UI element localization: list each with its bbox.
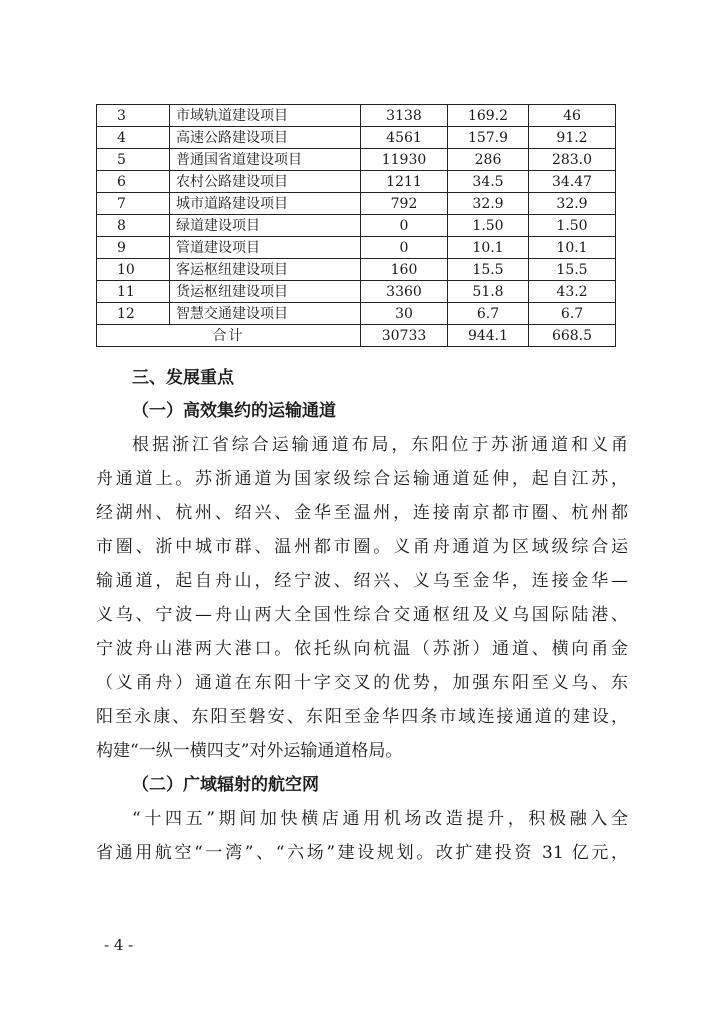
project-investment-table: [96, 104, 616, 347]
table-row: [97, 281, 616, 303]
table-total-row: [97, 325, 616, 347]
project-name-cell: 货运枢纽建设项目: [170, 281, 361, 303]
total-v3-cell: 668.5: [529, 325, 616, 347]
paragraph-line: 市圈、浙中城市群、温州都市圈。义甬舟通道为区域级综合运: [96, 537, 628, 557]
value-3-cell: 10.1: [529, 237, 616, 259]
table-row: [97, 259, 616, 281]
row-number-cell: 6: [97, 171, 170, 193]
row-number-cell: 9: [97, 237, 170, 259]
value-3-cell: 32.9: [529, 193, 616, 215]
value-2-cell: 32.9: [448, 193, 529, 215]
row-number-cell: 3: [97, 105, 170, 127]
row-number-cell: 10: [97, 259, 170, 281]
value-3-cell: 1.50: [529, 215, 616, 237]
value-3-cell: 46: [529, 105, 616, 127]
value-2-cell: 15.5: [448, 259, 529, 281]
table-row: [97, 193, 616, 215]
project-name-cell: 市域轨道建设项目: [170, 105, 361, 127]
value-3-cell: 6.7: [529, 303, 616, 325]
project-name-cell: 智慧交通建设项目: [170, 303, 361, 325]
value-1-cell: 792: [361, 193, 448, 215]
table-row: [97, 303, 616, 325]
value-2-cell: 286: [448, 149, 529, 171]
total-label-cell: 合计: [97, 325, 361, 347]
row-number-cell: 4: [97, 127, 170, 149]
row-number-cell: 5: [97, 149, 170, 171]
value-1-cell: 0: [361, 215, 448, 237]
paragraph-line: 省通用航空“一湾”、“六场”建设规划。改扩建投资 31 亿元，: [96, 843, 628, 863]
main-content: [96, 362, 628, 870]
row-number-cell: 11: [97, 281, 170, 303]
value-2-cell: 6.7: [448, 303, 529, 325]
table-row: [97, 171, 616, 193]
value-3-cell: 43.2: [529, 281, 616, 303]
project-name-cell: 高速公路建设项目: [170, 127, 361, 149]
value-2-cell: 34.5: [448, 171, 529, 193]
paragraph-transport-corridors: [96, 428, 628, 768]
project-name-cell: 普通国省道建设项目: [170, 149, 361, 171]
paragraph-line: 宁波舟山港两大港口。依托纵向杭温（苏浙）通道、横向甬金: [96, 639, 628, 659]
paragraph-line: 输通道，起自舟山，经宁波、绍兴、义乌至金华，连接金华—: [96, 571, 628, 591]
table-row: [97, 237, 616, 259]
paragraph-line: 舟通道上。苏浙通道为国家级综合运输通道延伸，起自江苏，: [96, 469, 628, 489]
section-heading: 三、发展重点: [132, 368, 234, 388]
project-name-cell: 农村公路建设项目: [170, 171, 361, 193]
subsection-heading-transport-corridors: （一）高效集约的运输通道: [132, 401, 336, 421]
paragraph-line: 根据浙江省综合运输通道布局，东阳位于苏浙通道和义甬: [132, 435, 628, 455]
paragraph-line: 经湖州、杭州、绍兴、金华至温州，连接南京都市圈、杭州都: [96, 503, 628, 523]
table-row: [97, 127, 616, 149]
paragraph-aviation-network: [96, 802, 628, 870]
value-2-cell: 51.8: [448, 281, 529, 303]
value-3-cell: 91.2: [529, 127, 616, 149]
value-1-cell: 30: [361, 303, 448, 325]
row-number-cell: 8: [97, 215, 170, 237]
value-3-cell: 283.0: [529, 149, 616, 171]
subsection-heading-aviation-network: （二）广域辐射的航空网: [132, 775, 319, 795]
value-3-cell: 15.5: [529, 259, 616, 281]
table-body: [97, 105, 616, 347]
row-number-cell: 7: [97, 193, 170, 215]
value-1-cell: 0: [361, 237, 448, 259]
value-1-cell: 3360: [361, 281, 448, 303]
value-2-cell: 169.2: [448, 105, 529, 127]
paragraph-line: 构建“一纵一横四支”对外运输通道格局。: [96, 741, 403, 761]
value-3-cell: 34.47: [529, 171, 616, 193]
value-1-cell: 1211: [361, 171, 448, 193]
table-row: [97, 215, 616, 237]
value-1-cell: 4561: [361, 127, 448, 149]
value-2-cell: 10.1: [448, 237, 529, 259]
paragraph-line: （义甬舟）通道在东阳十字交叉的优势，加强东阳至义乌、东: [96, 673, 628, 693]
paragraph-line: 阳至永康、东阳至磐安、东阳至金华四条市域连接通道的建设，: [96, 707, 628, 727]
value-1-cell: 11930: [361, 149, 448, 171]
project-name-cell: 城市道路建设项目: [170, 193, 361, 215]
table-row: [97, 105, 616, 127]
paragraph-line: 义乌、宁波—舟山两大全国性综合交通枢纽及义乌国际陆港、: [96, 605, 628, 625]
value-1-cell: 3138: [361, 105, 448, 127]
paragraph-line: “十四五”期间加快横店通用机场改造提升，积极融入全: [132, 809, 628, 829]
value-2-cell: 1.50: [448, 215, 529, 237]
value-2-cell: 157.9: [448, 127, 529, 149]
total-v1-cell: 30733: [361, 325, 448, 347]
page-number: - 4 -: [104, 936, 134, 954]
project-name-cell: 客运枢纽建设项目: [170, 259, 361, 281]
value-1-cell: 160: [361, 259, 448, 281]
project-name-cell: 绿道建设项目: [170, 215, 361, 237]
table-row: [97, 149, 616, 171]
row-number-cell: 12: [97, 303, 170, 325]
total-v2-cell: 944.1: [448, 325, 529, 347]
project-name-cell: 管道建设项目: [170, 237, 361, 259]
